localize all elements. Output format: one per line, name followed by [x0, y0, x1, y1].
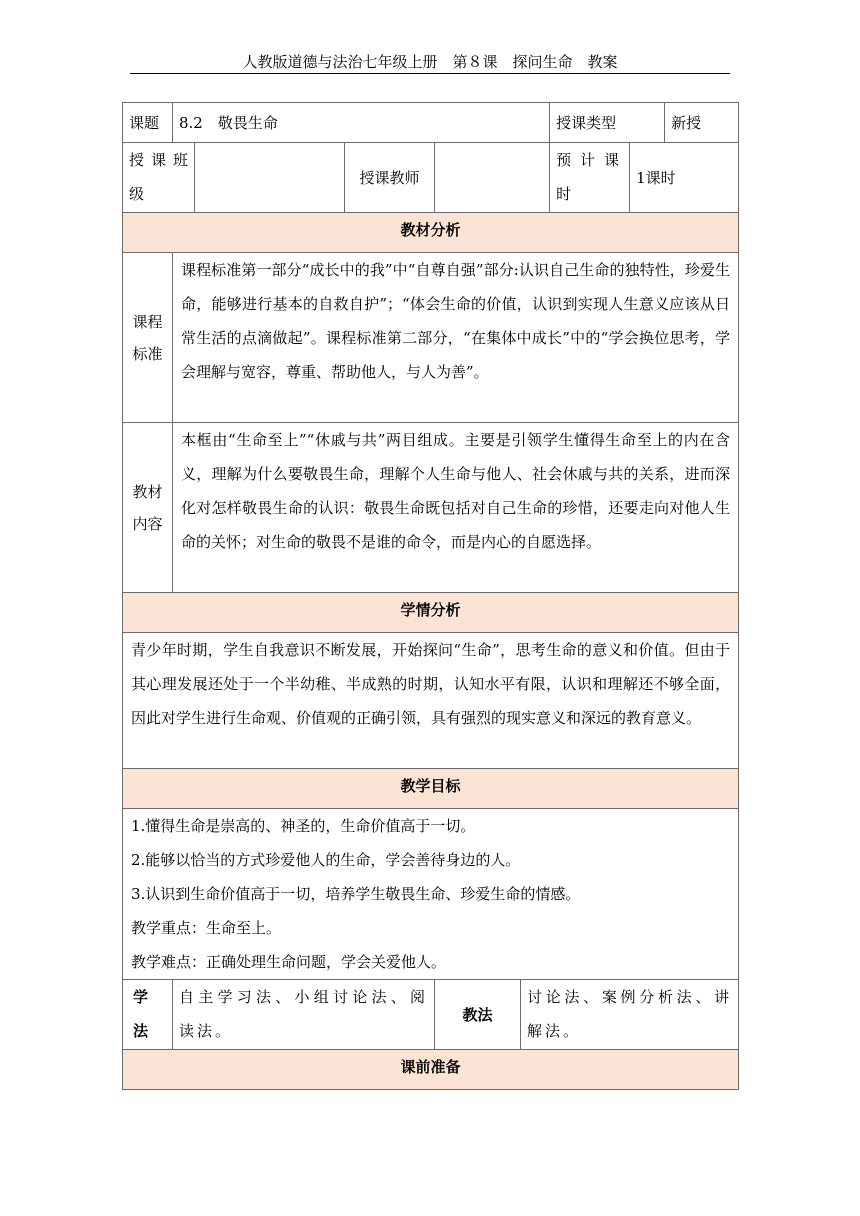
row-content — [123, 423, 739, 593]
topic-label: 课题 — [123, 103, 173, 143]
hours-label: 预计课时 — [550, 143, 630, 213]
class-value — [195, 143, 345, 213]
class-label: 授课班级 — [123, 143, 195, 213]
row-topic — [123, 103, 739, 143]
section-preparation-title: 课前准备 — [123, 1050, 739, 1090]
topic-value: 8.2 敬畏生命 — [173, 103, 550, 143]
section-material — [123, 213, 739, 253]
type-value: 新授 — [665, 103, 739, 143]
page-header: 人教版道德与法治七年级上册 第８课 探问生命 教案 — [242, 53, 618, 71]
row-student — [123, 633, 739, 769]
section-preparation — [123, 1050, 739, 1090]
curriculum-text: 课程标准第一部分“成长中的我”中“自尊自强”部分:认识自己生命的独特性，珍爱生命，能够进行基本的自救自护”；“体会生命的价值，认识到实现人生意义应该从日常生活的点滴做起”。课程标准第二部分，“在集体中成长”中的“学会换位思考，学会理解与宽容，尊重、帮助他人，与人为善”。 — [173, 253, 739, 423]
teacher-value — [435, 143, 550, 213]
section-goals-title: 教学目标 — [123, 769, 739, 809]
row-class — [123, 143, 739, 213]
type-label: 授课类型 — [550, 103, 665, 143]
section-student — [123, 593, 739, 633]
section-material-title: 教材分析 — [123, 213, 739, 253]
teacher-label: 授课教师 — [345, 143, 435, 213]
header-rule — [130, 73, 730, 74]
goal-item: 2.能够以恰当的方式珍爱他人的生命，学会善待身边的人。 — [131, 851, 521, 869]
content-text: 本框由“生命至上”“休戚与共”两目组成。主要是引领学生懂得生命至上的内在含义，理解为什么要敬畏生命，理解个人生命与他人、社会休戚与共的关系，进而深化对怎样敬畏生命的认识：敬畏生命既包括对自己生命的珍惜，还要走向对他人生命的关怀；对生命的敬畏不是谁的命令，而是内心的自愿选择。 — [173, 423, 739, 593]
teach-method-value: 讨论法、案例分析法、讲解法。 — [521, 980, 739, 1050]
hours-value: 1课时 — [630, 143, 739, 213]
section-goals — [123, 769, 739, 809]
content-label: 教材内容 — [123, 423, 173, 593]
goals-cell — [123, 809, 739, 980]
goal-item: 3.认识到生命价值高于一切，培养学生敬畏生命、珍爱生命的情感。 — [131, 885, 581, 903]
student-text: 青少年时期，学生自我意识不断发展，开始探问“生命”，思考生命的意义和价值。但由于其心理发展还处于一个半幼稚、半成熟的时期，认知水平有限，认识和理解还不够全面，因此对学生进行生命观、价值观的正确引领，具有强烈的现实意义和深远的教育意义。 — [123, 633, 739, 769]
lesson-plan-table — [122, 102, 739, 1090]
goal-difficulty: 教学难点：正确处理生命问题，学会关爱他人。 — [131, 953, 447, 971]
study-method-value: 自主学习法、小组讨论法、阅读法。 — [173, 980, 435, 1050]
row-goals — [123, 809, 739, 980]
goal-item: 1.懂得生命是崇高的、神圣的，生命价值高于一切。 — [131, 817, 476, 835]
study-method-label: 学法 — [123, 980, 173, 1050]
goal-key-point: 教学重点：生命至上。 — [131, 919, 282, 937]
section-student-title: 学情分析 — [123, 593, 739, 633]
row-curriculum — [123, 253, 739, 423]
curriculum-label: 课程标准 — [123, 253, 173, 423]
row-methods — [123, 980, 739, 1050]
teach-method-label: 教法 — [435, 980, 521, 1050]
